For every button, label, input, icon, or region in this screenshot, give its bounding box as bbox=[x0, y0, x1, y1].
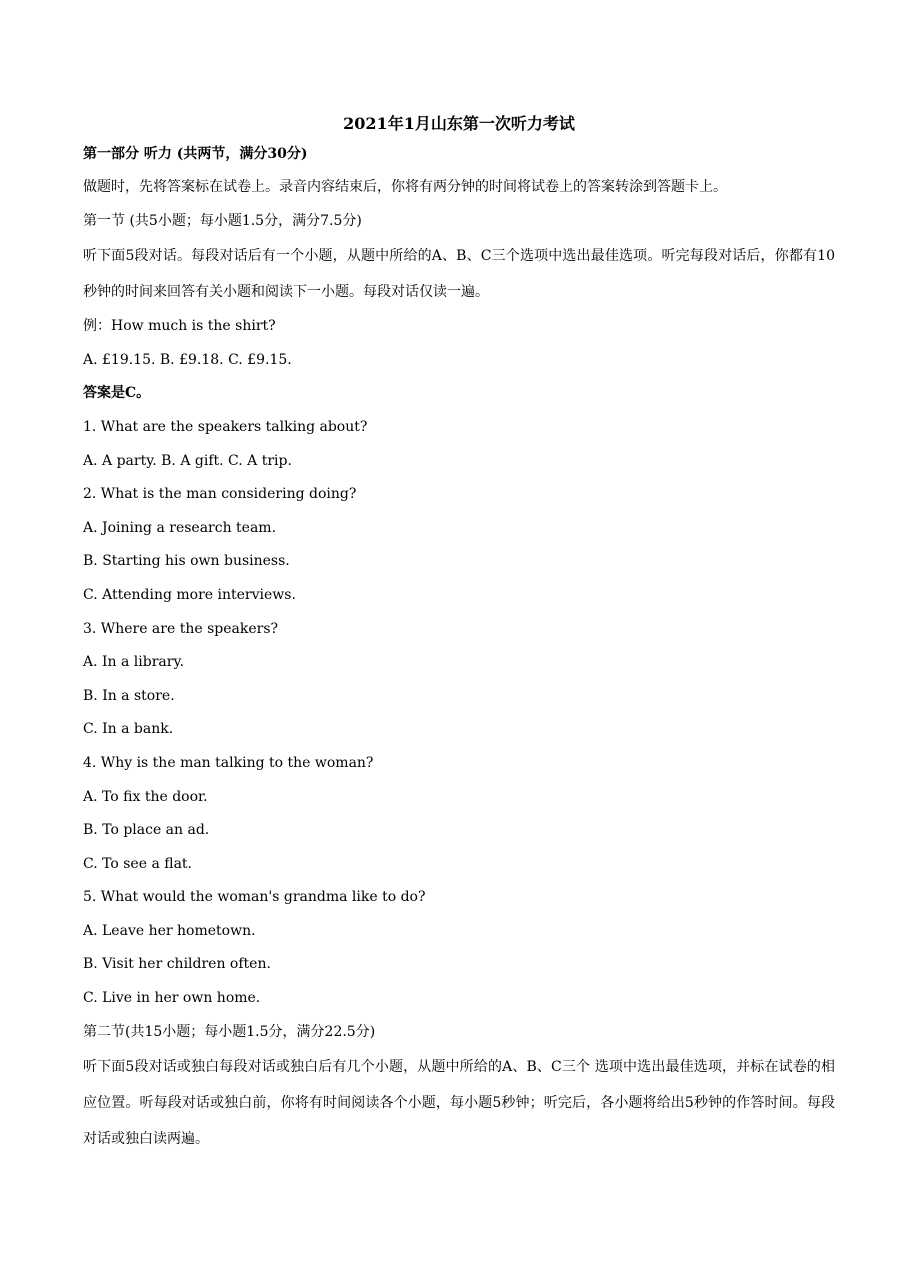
question-2-option-c: C. Attending more interviews. bbox=[83, 586, 296, 603]
question-3: 3. Where are the speakers? bbox=[83, 620, 279, 637]
example-options: A. £19.15. B. £9.18. C. £9.15. bbox=[83, 351, 292, 368]
question-4: 4. Why is the man talking to the woman? bbox=[83, 754, 374, 771]
section1-directions: 听下面5段对话。每段对话后有一个小题，从题中所给的A、B、C三个选项中选出最佳选项。听完每段对话后，你都有10秒钟的时间来回答有关小题和阅读下一小题。每段对话仅读一遍。 bbox=[83, 248, 835, 301]
document-title: 2021年1月山东第一次听力考试 bbox=[343, 114, 575, 133]
question-4-option-b: B. To place an ad. bbox=[83, 822, 210, 839]
question-3-option-c: C. In a bank. bbox=[83, 721, 174, 738]
question-4-option-a: A. To fix the door. bbox=[83, 788, 208, 805]
example-answer: 答案是C。 bbox=[83, 385, 151, 402]
exam-page bbox=[83, 111, 835, 1157]
question-4-option-c: C. To see a flat. bbox=[83, 855, 193, 872]
question-5-option-a: A. Leave her hometown. bbox=[83, 922, 256, 939]
question-3-option-a: A. In a library. bbox=[83, 654, 184, 671]
part1-heading: 第一部分 听力 (共两节，满分30分) bbox=[83, 146, 308, 162]
question-5: 5. What would the woman's grandma like to do? bbox=[83, 889, 426, 906]
question-2-option-b: B. Starting his own business. bbox=[83, 553, 290, 570]
question-3-option-b: B. In a store. bbox=[83, 687, 175, 704]
question-5-option-c: C. Live in her own home. bbox=[83, 990, 261, 1007]
section1-heading: 第一节 (共5小题；每小题1.5分，满分7.5分) bbox=[83, 212, 362, 229]
question-2-option-a: A. Joining a research team. bbox=[83, 519, 277, 536]
question-1-options: A. A party. B. A gift. C. A trip. bbox=[83, 452, 292, 469]
instruction-text: 做题时，先将答案标在试卷上。录音内容结束后，你将有两分钟的时间将试卷上的答案转涂到答题卡上。 bbox=[83, 179, 727, 195]
question-5-option-b: B. Visit her children often. bbox=[83, 956, 271, 973]
example-question: 例：How much is the shirt? bbox=[83, 318, 276, 335]
section2-heading: 第二节(共15小题；每小题1.5分，满分22.5分) bbox=[83, 1023, 376, 1040]
question-1: 1. What are the speakers talking about? bbox=[83, 418, 368, 435]
section2-directions: 听下面5段对话或独白每段对话或独白后有几个小题，从题中所给的A、B、C三个 选项中选出最佳选项，并标在试卷的相应位置。听每段对话或独白前，你将有时间阅读各个小题，每小题5秒钟；听完后，各小题将给出5秒钟的作答时间。每段对话或独白读两遍。 bbox=[83, 1059, 835, 1148]
question-2: 2. What is the man considering doing? bbox=[83, 486, 357, 503]
